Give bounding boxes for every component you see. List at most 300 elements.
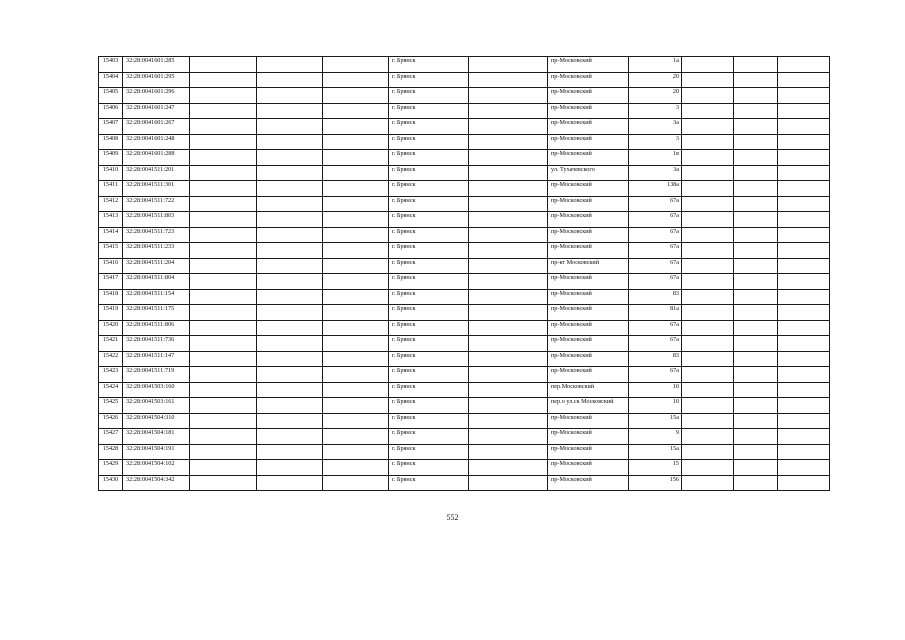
table-row — [99, 212, 830, 228]
row-number-cell: 15410 — [99, 165, 123, 181]
cadastral-number-cell: 32:28:0041601:267 — [123, 119, 190, 135]
empty-cell — [469, 336, 548, 352]
empty-cell — [682, 367, 734, 383]
empty-cell — [257, 398, 323, 414]
empty-cell — [778, 212, 830, 228]
cadastral-number-cell: 32:28:0041511:803 — [123, 212, 190, 228]
empty-cell — [469, 274, 548, 290]
row-number-cell: 15404 — [99, 72, 123, 88]
empty-cell — [323, 243, 389, 259]
empty-cell — [778, 398, 830, 414]
empty-cell — [682, 134, 734, 150]
row-number-cell: 15417 — [99, 274, 123, 290]
house-number-cell: 1а — [629, 57, 682, 73]
house-number-cell: 83 — [629, 289, 682, 305]
empty-cell — [778, 119, 830, 135]
empty-cell — [323, 72, 389, 88]
row-number-cell: 15414 — [99, 227, 123, 243]
house-number-cell: 67а — [629, 196, 682, 212]
table-row — [99, 88, 830, 104]
city-cell: г. Брянск — [389, 305, 469, 321]
empty-cell — [682, 212, 734, 228]
empty-cell — [257, 181, 323, 197]
empty-cell — [469, 243, 548, 259]
empty-cell — [323, 196, 389, 212]
empty-cell — [469, 460, 548, 476]
house-number-cell: 67а — [629, 227, 682, 243]
street-cell: пр-Московский — [548, 460, 629, 476]
empty-cell — [469, 212, 548, 228]
row-number-cell: 15423 — [99, 367, 123, 383]
house-number-cell: 67а — [629, 212, 682, 228]
row-number-cell: 15420 — [99, 320, 123, 336]
street-cell: пр-Московский — [548, 367, 629, 383]
city-cell: г. Брянск — [389, 289, 469, 305]
street-cell: ул. Тухачевского — [548, 165, 629, 181]
city-cell: г. Брянск — [389, 181, 469, 197]
street-cell: пр-Московский — [548, 320, 629, 336]
table-row — [99, 413, 830, 429]
empty-cell — [257, 320, 323, 336]
empty-cell — [257, 227, 323, 243]
empty-cell — [469, 72, 548, 88]
empty-cell — [257, 336, 323, 352]
table-row — [99, 336, 830, 352]
empty-cell — [469, 165, 548, 181]
city-cell: г. Брянск — [389, 243, 469, 259]
empty-cell — [682, 88, 734, 104]
house-number-cell: 10 — [629, 382, 682, 398]
empty-cell — [469, 413, 548, 429]
empty-cell — [778, 103, 830, 119]
cadastral-number-cell: 32:28:0041601:295 — [123, 72, 190, 88]
empty-cell — [734, 305, 778, 321]
empty-cell — [778, 336, 830, 352]
street-cell: пр-Московский — [548, 181, 629, 197]
row-number-cell: 15429 — [99, 460, 123, 476]
empty-cell — [734, 258, 778, 274]
empty-cell — [190, 460, 257, 476]
empty-cell — [257, 475, 323, 491]
cadastral-number-cell: 32:28:0041511:806 — [123, 320, 190, 336]
empty-cell — [682, 305, 734, 321]
table-row — [99, 119, 830, 135]
empty-cell — [257, 305, 323, 321]
street-cell: пер.о ул.ск Московский — [548, 398, 629, 414]
city-cell: г. Брянск — [389, 367, 469, 383]
empty-cell — [682, 289, 734, 305]
empty-cell — [734, 382, 778, 398]
street-cell: пр-Московский — [548, 429, 629, 445]
cadastral-number-cell: 32:28:0041601:247 — [123, 103, 190, 119]
empty-cell — [323, 398, 389, 414]
city-cell: г. Брянск — [389, 475, 469, 491]
empty-cell — [190, 72, 257, 88]
table-row — [99, 351, 830, 367]
empty-cell — [323, 274, 389, 290]
house-number-cell: 67а — [629, 367, 682, 383]
house-number-cell: 67а — [629, 336, 682, 352]
cadastral-number-cell: 32:28:0041511:233 — [123, 243, 190, 259]
cadastral-number-cell: 32:28:0041511:722 — [123, 196, 190, 212]
empty-cell — [323, 289, 389, 305]
empty-cell — [734, 196, 778, 212]
table-row — [99, 475, 830, 491]
house-number-cell: 67а — [629, 243, 682, 259]
city-cell: г. Брянск — [389, 258, 469, 274]
cadastral-number-cell: 32:28:0041511:175 — [123, 305, 190, 321]
house-number-cell: 3а — [629, 165, 682, 181]
empty-cell — [190, 413, 257, 429]
empty-cell — [734, 181, 778, 197]
empty-cell — [190, 289, 257, 305]
house-number-cell: 67а — [629, 258, 682, 274]
empty-cell — [257, 119, 323, 135]
street-cell: пр-Московский — [548, 475, 629, 491]
cadastral-number-cell: 32:28:0041601:296 — [123, 88, 190, 104]
empty-cell — [682, 103, 734, 119]
empty-cell — [469, 103, 548, 119]
empty-cell — [778, 72, 830, 88]
cadastral-number-cell: 32:28:0041511:204 — [123, 258, 190, 274]
empty-cell — [257, 274, 323, 290]
empty-cell — [682, 72, 734, 88]
table-row — [99, 289, 830, 305]
table-row — [99, 367, 830, 383]
empty-cell — [682, 336, 734, 352]
empty-cell — [734, 444, 778, 460]
street-cell: пр-Московский — [548, 305, 629, 321]
cadastral-number-cell: 32:28:0041511:147 — [123, 351, 190, 367]
empty-cell — [778, 57, 830, 73]
street-cell: пр-Московский — [548, 227, 629, 243]
empty-cell — [190, 429, 257, 445]
empty-cell — [682, 351, 734, 367]
city-cell: г. Брянск — [389, 382, 469, 398]
city-cell: г. Брянск — [389, 165, 469, 181]
empty-cell — [778, 444, 830, 460]
table-row — [99, 243, 830, 259]
empty-cell — [323, 181, 389, 197]
cadastral-number-cell: 32:28:0041601:285 — [123, 57, 190, 73]
empty-cell — [190, 305, 257, 321]
empty-cell — [257, 134, 323, 150]
table-row — [99, 72, 830, 88]
empty-cell — [323, 336, 389, 352]
empty-cell — [734, 165, 778, 181]
house-number-cell: 3 — [629, 103, 682, 119]
city-cell: г. Брянск — [389, 57, 469, 73]
city-cell: г. Брянск — [389, 72, 469, 88]
empty-cell — [778, 475, 830, 491]
street-cell: пр-Московский — [548, 289, 629, 305]
empty-cell — [778, 429, 830, 445]
row-number-cell: 15411 — [99, 181, 123, 197]
empty-cell — [257, 258, 323, 274]
empty-cell — [257, 429, 323, 445]
empty-cell — [778, 134, 830, 150]
empty-cell — [734, 398, 778, 414]
empty-cell — [190, 336, 257, 352]
empty-cell — [257, 165, 323, 181]
house-number-cell: 20 — [629, 72, 682, 88]
empty-cell — [734, 475, 778, 491]
empty-cell — [682, 196, 734, 212]
cadastral-number-cell: 32:28:0041504:191 — [123, 444, 190, 460]
empty-cell — [190, 444, 257, 460]
table-row — [99, 258, 830, 274]
row-number-cell: 15412 — [99, 196, 123, 212]
row-number-cell: 15430 — [99, 475, 123, 491]
house-number-cell: 3 — [629, 134, 682, 150]
empty-cell — [323, 444, 389, 460]
table-row — [99, 181, 830, 197]
empty-cell — [734, 320, 778, 336]
empty-cell — [469, 398, 548, 414]
empty-cell — [682, 320, 734, 336]
empty-cell — [469, 320, 548, 336]
empty-cell — [469, 305, 548, 321]
empty-cell — [734, 413, 778, 429]
empty-cell — [469, 150, 548, 166]
row-number-cell: 15418 — [99, 289, 123, 305]
empty-cell — [190, 382, 257, 398]
empty-cell — [734, 72, 778, 88]
city-cell: г. Брянск — [389, 429, 469, 445]
cadastral-number-cell: 32:28:0041511:719 — [123, 367, 190, 383]
empty-cell — [778, 181, 830, 197]
empty-cell — [778, 88, 830, 104]
table-row — [99, 165, 830, 181]
row-number-cell: 15408 — [99, 134, 123, 150]
empty-cell — [734, 336, 778, 352]
empty-cell — [190, 134, 257, 150]
street-cell: пр-Московский — [548, 88, 629, 104]
empty-cell — [257, 72, 323, 88]
table-row — [99, 398, 830, 414]
empty-cell — [734, 212, 778, 228]
empty-cell — [323, 475, 389, 491]
empty-cell — [469, 351, 548, 367]
empty-cell — [734, 460, 778, 476]
house-number-cell: 67а — [629, 274, 682, 290]
empty-cell — [190, 165, 257, 181]
empty-cell — [190, 212, 257, 228]
row-number-cell: 15419 — [99, 305, 123, 321]
city-cell: г. Брянск — [389, 134, 469, 150]
empty-cell — [778, 320, 830, 336]
empty-cell — [778, 258, 830, 274]
empty-cell — [257, 212, 323, 228]
empty-cell — [778, 196, 830, 212]
empty-cell — [190, 398, 257, 414]
empty-cell — [682, 258, 734, 274]
empty-cell — [778, 227, 830, 243]
street-cell: пр-Московский — [548, 119, 629, 135]
empty-cell — [682, 181, 734, 197]
street-cell: пер.Московский — [548, 382, 629, 398]
empty-cell — [469, 227, 548, 243]
street-cell: пр-Московский — [548, 72, 629, 88]
empty-cell — [257, 460, 323, 476]
street-cell: пр-Московский — [548, 150, 629, 166]
empty-cell — [323, 305, 389, 321]
table-row — [99, 320, 830, 336]
city-cell: г. Брянск — [389, 320, 469, 336]
empty-cell — [734, 227, 778, 243]
row-number-cell: 15422 — [99, 351, 123, 367]
registry-body — [99, 57, 830, 491]
table-row — [99, 150, 830, 166]
table-row — [99, 227, 830, 243]
city-cell: г. Брянск — [389, 336, 469, 352]
row-number-cell: 15406 — [99, 103, 123, 119]
empty-cell — [190, 181, 257, 197]
empty-cell — [682, 444, 734, 460]
cadastral-number-cell: 32:28:0041504:102 — [123, 460, 190, 476]
empty-cell — [323, 382, 389, 398]
street-cell: пр-Московский — [548, 134, 629, 150]
street-cell: пр-Московский — [548, 196, 629, 212]
empty-cell — [469, 367, 548, 383]
empty-cell — [190, 351, 257, 367]
empty-cell — [734, 57, 778, 73]
table-row — [99, 460, 830, 476]
empty-cell — [734, 150, 778, 166]
empty-cell — [778, 305, 830, 321]
table-row — [99, 134, 830, 150]
empty-cell — [469, 258, 548, 274]
empty-cell — [257, 351, 323, 367]
street-cell: пр-Московский — [548, 103, 629, 119]
house-number-cell: 1в — [629, 150, 682, 166]
page-number: 552 — [446, 513, 459, 522]
cadastral-number-cell: 32:28:0041511:301 — [123, 181, 190, 197]
empty-cell — [682, 119, 734, 135]
empty-cell — [323, 88, 389, 104]
empty-cell — [778, 460, 830, 476]
city-cell: г. Брянск — [389, 227, 469, 243]
house-number-cell: 83 — [629, 351, 682, 367]
row-number-cell: 15409 — [99, 150, 123, 166]
city-cell: г. Брянск — [389, 150, 469, 166]
empty-cell — [257, 413, 323, 429]
empty-cell — [323, 57, 389, 73]
house-number-cell: 67а — [629, 320, 682, 336]
row-number-cell: 15426 — [99, 413, 123, 429]
empty-cell — [682, 274, 734, 290]
empty-cell — [190, 88, 257, 104]
empty-cell — [257, 103, 323, 119]
empty-cell — [323, 227, 389, 243]
street-cell: пр-Московский — [548, 444, 629, 460]
street-cell: пр-Московский — [548, 413, 629, 429]
empty-cell — [190, 475, 257, 491]
cadastral-number-cell: 32:28:0041503:160 — [123, 382, 190, 398]
empty-cell — [190, 227, 257, 243]
cadastral-number-cell: 32:28:0041601:248 — [123, 134, 190, 150]
empty-cell — [323, 150, 389, 166]
cadastral-number-cell: 32:28:0041504:181 — [123, 429, 190, 445]
empty-cell — [734, 351, 778, 367]
empty-cell — [323, 212, 389, 228]
empty-cell — [257, 196, 323, 212]
empty-cell — [734, 274, 778, 290]
empty-cell — [323, 351, 389, 367]
house-number-cell: 15 — [629, 460, 682, 476]
cadastral-number-cell: 32:28:0041511:804 — [123, 274, 190, 290]
empty-cell — [682, 460, 734, 476]
empty-cell — [778, 243, 830, 259]
empty-cell — [257, 88, 323, 104]
empty-cell — [469, 196, 548, 212]
empty-cell — [323, 165, 389, 181]
empty-cell — [734, 134, 778, 150]
empty-cell — [190, 196, 257, 212]
empty-cell — [734, 289, 778, 305]
house-number-cell: 156 — [629, 475, 682, 491]
street-cell: пр-Московский — [548, 57, 629, 73]
empty-cell — [323, 367, 389, 383]
city-cell: г. Брянск — [389, 196, 469, 212]
empty-cell — [469, 429, 548, 445]
table-row — [99, 274, 830, 290]
empty-cell — [323, 134, 389, 150]
street-cell: пр-Московский — [548, 336, 629, 352]
empty-cell — [257, 57, 323, 73]
city-cell: г. Брянск — [389, 103, 469, 119]
city-cell: г. Брянск — [389, 398, 469, 414]
row-number-cell: 15424 — [99, 382, 123, 398]
empty-cell — [469, 444, 548, 460]
city-cell: г. Брянск — [389, 413, 469, 429]
empty-cell — [323, 413, 389, 429]
empty-cell — [778, 274, 830, 290]
house-number-cell: 10 — [629, 398, 682, 414]
row-number-cell: 15415 — [99, 243, 123, 259]
empty-cell — [257, 243, 323, 259]
cadastral-number-cell: 32:28:0041504:342 — [123, 475, 190, 491]
empty-cell — [682, 398, 734, 414]
empty-cell — [469, 382, 548, 398]
empty-cell — [734, 103, 778, 119]
street-cell: пр-кт Московский — [548, 258, 629, 274]
house-number-cell: 81а — [629, 305, 682, 321]
cadastral-number-cell: 32:28:0041503:161 — [123, 398, 190, 414]
table-row — [99, 382, 830, 398]
row-number-cell: 15405 — [99, 88, 123, 104]
row-number-cell: 15416 — [99, 258, 123, 274]
row-number-cell: 15407 — [99, 119, 123, 135]
empty-cell — [469, 181, 548, 197]
empty-cell — [190, 258, 257, 274]
empty-cell — [778, 289, 830, 305]
empty-cell — [778, 382, 830, 398]
empty-cell — [734, 88, 778, 104]
empty-cell — [190, 243, 257, 259]
row-number-cell: 15428 — [99, 444, 123, 460]
house-number-cell: 138а — [629, 181, 682, 197]
city-cell: г. Брянск — [389, 444, 469, 460]
empty-cell — [469, 57, 548, 73]
empty-cell — [778, 150, 830, 166]
row-number-cell: 15413 — [99, 212, 123, 228]
street-cell: пр-Московский — [548, 212, 629, 228]
house-number-cell: 20 — [629, 88, 682, 104]
empty-cell — [190, 119, 257, 135]
empty-cell — [778, 351, 830, 367]
row-number-cell: 15425 — [99, 398, 123, 414]
